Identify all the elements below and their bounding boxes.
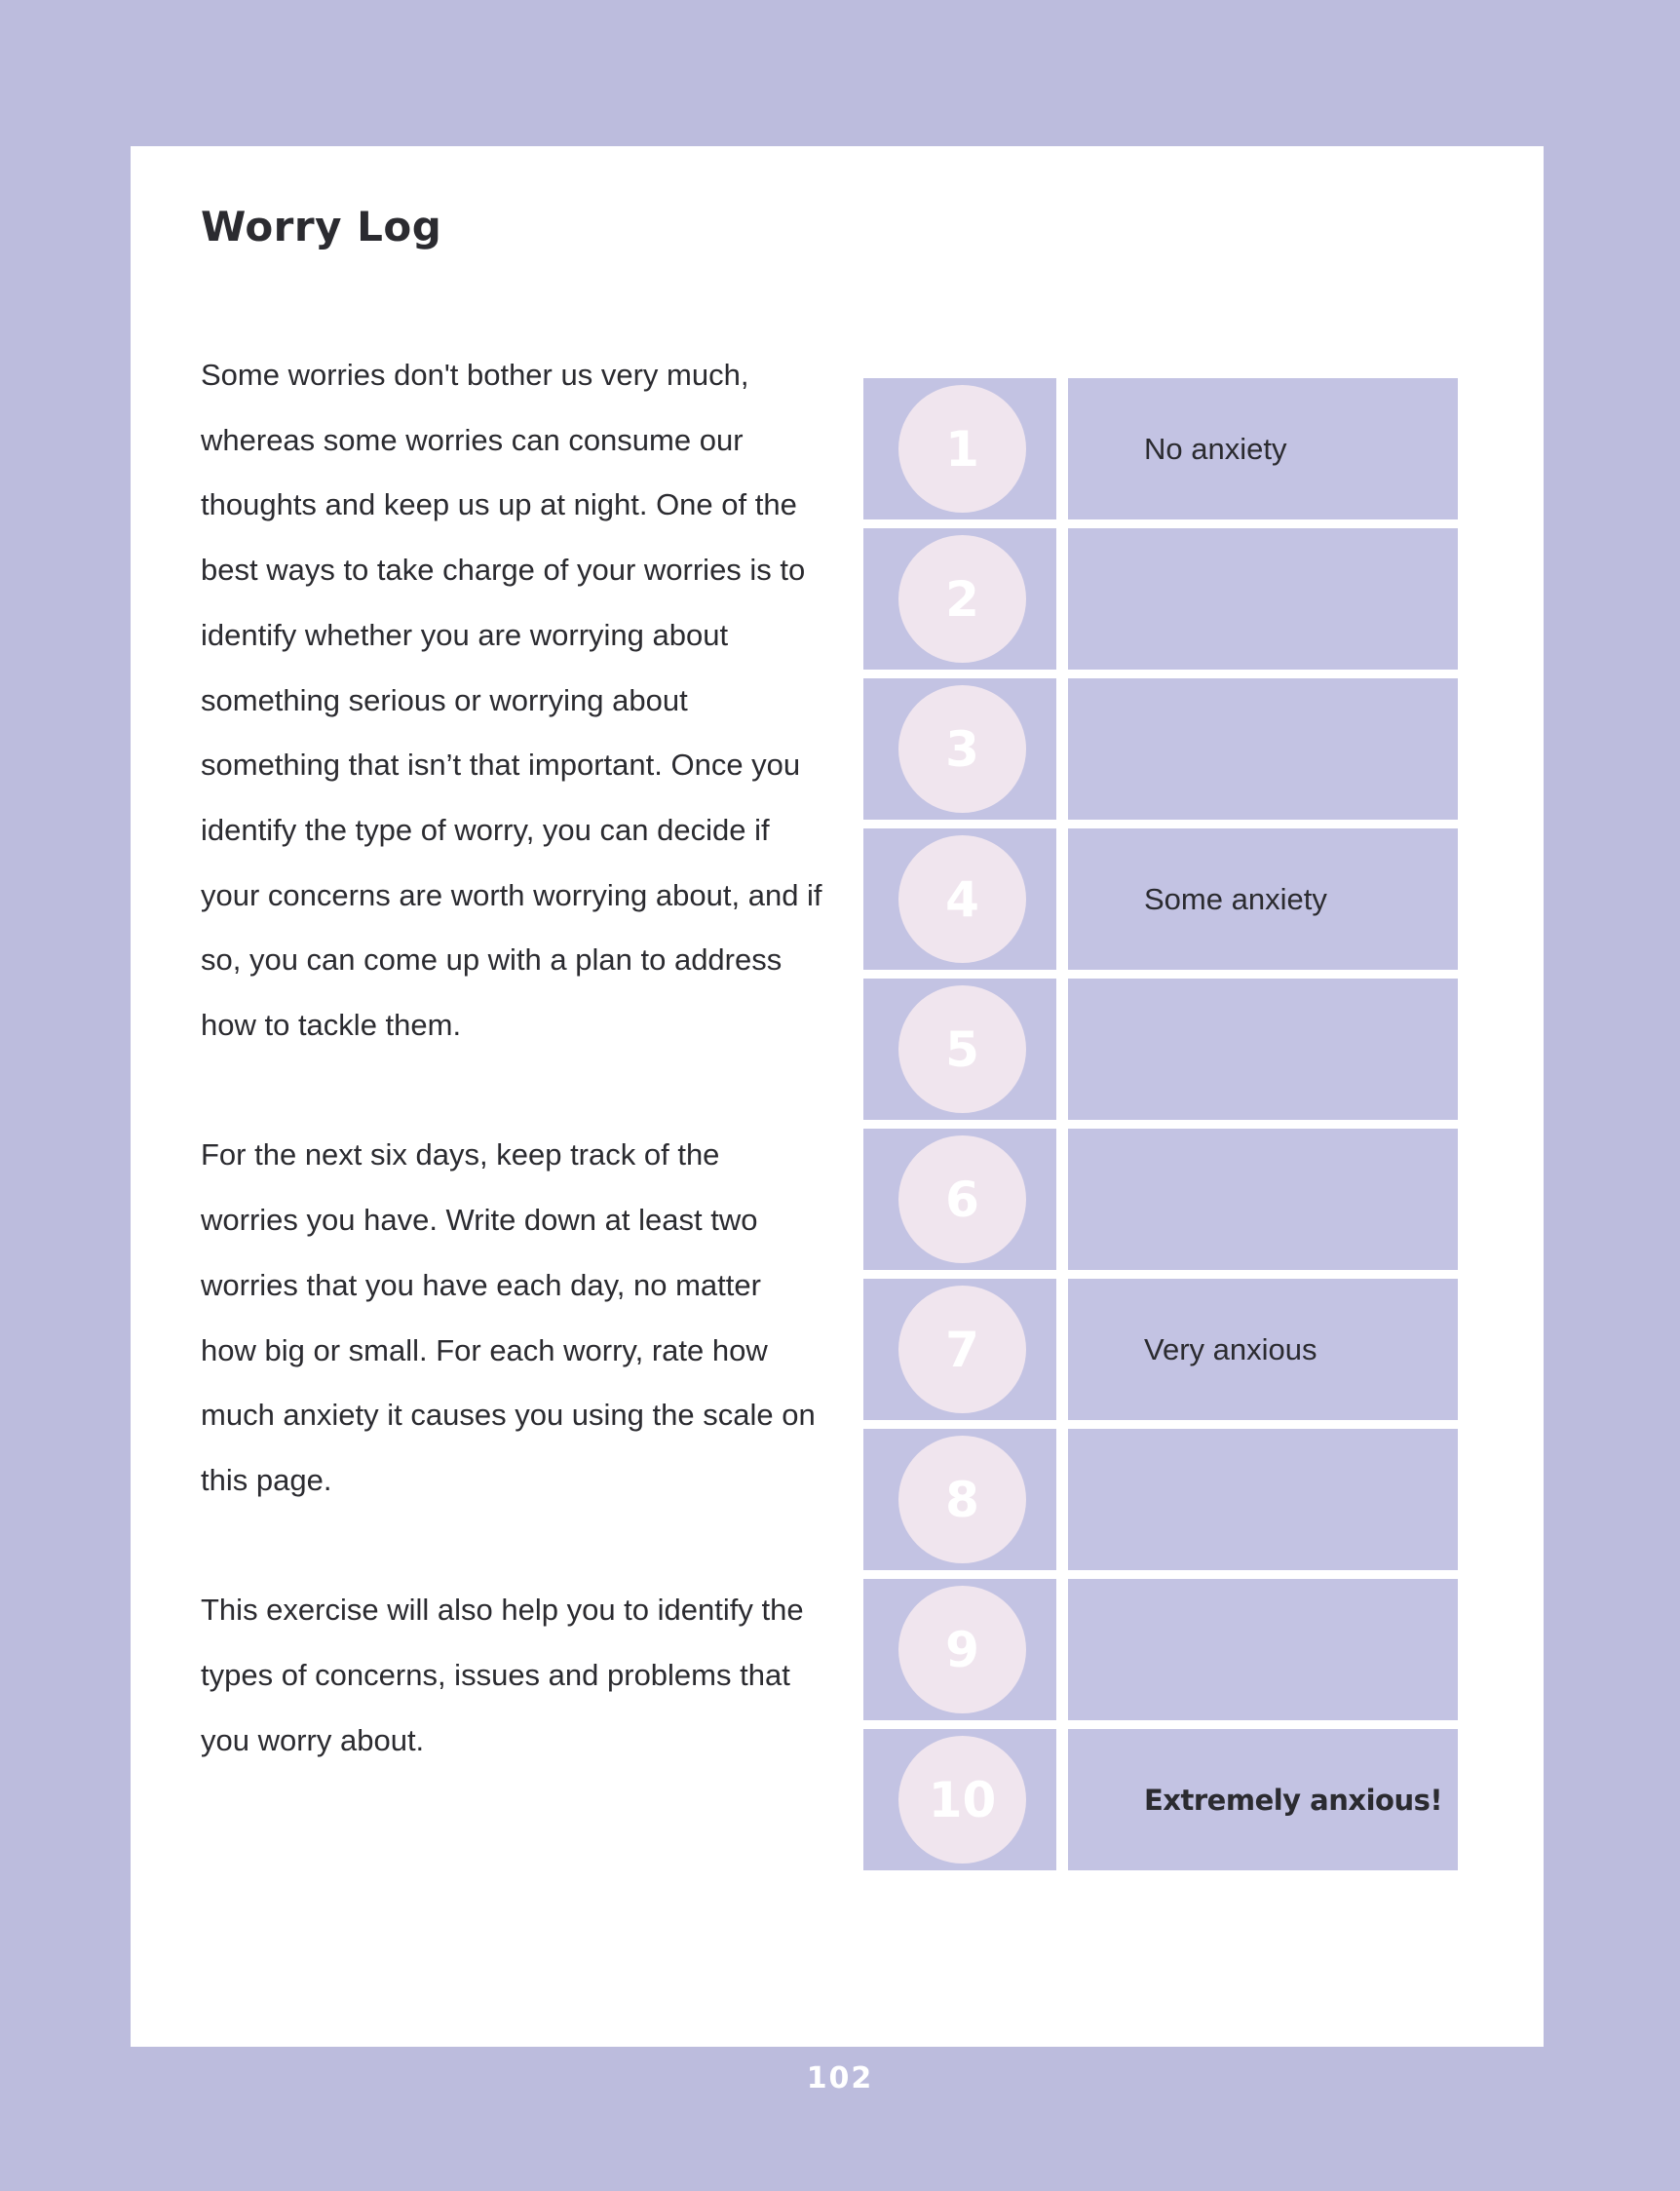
scale-number-circle: 8 — [898, 1436, 1026, 1563]
scale-number-cell — [863, 1129, 1056, 1270]
scale-label-cell — [1068, 528, 1458, 670]
scale-number-cell — [863, 1279, 1056, 1420]
scale-label-cell — [1068, 1129, 1458, 1270]
scale-row-5 — [863, 979, 1458, 1120]
scale-label-cell — [1068, 1579, 1458, 1720]
page-number: 102 — [806, 2061, 874, 2095]
scale-row-10 — [863, 1729, 1458, 1870]
scale-number-cell — [863, 378, 1056, 519]
scale-number-cell — [863, 1429, 1056, 1570]
paragraph-intro: Some worries don't bother us very much, whereas some worries can consume our thoughts and keep us up at night. One of the best ways to take charge of your worries is to identify whether you are worrying about something serious or worrying about something that isn’t that important. Once you identify the type of worry, you can decide if your concerns are worth worrying about, and if so, you can come up with a plan to address how to tackle them. — [201, 358, 822, 1043]
scale-number-circle: 4 — [898, 835, 1026, 963]
scale-row-9 — [863, 1579, 1458, 1720]
scale-row-4 — [863, 828, 1458, 970]
scale-number-cell — [863, 1579, 1056, 1720]
scale-number-circle: 9 — [898, 1586, 1026, 1713]
anxiety-scale — [863, 378, 1458, 1879]
scale-label-cell — [1068, 1429, 1458, 1570]
scale-row-1 — [863, 378, 1458, 519]
scale-number-circle: 7 — [898, 1286, 1026, 1413]
scale-number-circle: 5 — [898, 985, 1026, 1113]
scale-label-cell — [1068, 1279, 1458, 1420]
scale-label-cell — [1068, 828, 1458, 970]
scale-number-cell — [863, 979, 1056, 1120]
scale-row-6 — [863, 1129, 1458, 1270]
worksheet-page — [131, 146, 1544, 2047]
scale-number-circle: 6 — [898, 1135, 1026, 1263]
scale-number-circle: 2 — [898, 535, 1026, 663]
scale-label-cell — [1068, 378, 1458, 519]
page-title: Worry Log — [201, 203, 442, 250]
scale-number-cell — [863, 1729, 1056, 1870]
scale-label-cell — [1068, 979, 1458, 1120]
scale-row-2 — [863, 528, 1458, 670]
paragraph-tracking: For the next six days, keep track of the worries you have. Write down at least two worries that you have each day, no matter how big or small. For each worry, rate how much anxiety it causes you using the scale on this page. — [201, 1137, 816, 1497]
scale-row-8 — [863, 1429, 1458, 1570]
scale-row-7 — [863, 1279, 1458, 1420]
scale-row-3 — [863, 678, 1458, 820]
paragraph-purpose: This exercise will also help you to identify the types of concerns, issues and problems that you worry about. — [201, 1593, 804, 1757]
scale-label-cell — [1068, 678, 1458, 820]
scale-label-cell — [1068, 1729, 1458, 1870]
scale-number-circle: 10 — [898, 1736, 1026, 1864]
instructions-text — [201, 343, 824, 1773]
scale-label: Extremely anxious! — [1144, 1783, 1443, 1817]
scale-label: Very anxious — [1144, 1331, 1317, 1366]
scale-number-cell — [863, 678, 1056, 820]
scale-number-cell — [863, 528, 1056, 670]
scale-label: No anxiety — [1144, 431, 1287, 466]
scale-number-circle: 3 — [898, 685, 1026, 813]
scale-label: Some anxiety — [1144, 881, 1327, 916]
scale-number-cell — [863, 828, 1056, 970]
scale-number-circle: 1 — [898, 385, 1026, 513]
